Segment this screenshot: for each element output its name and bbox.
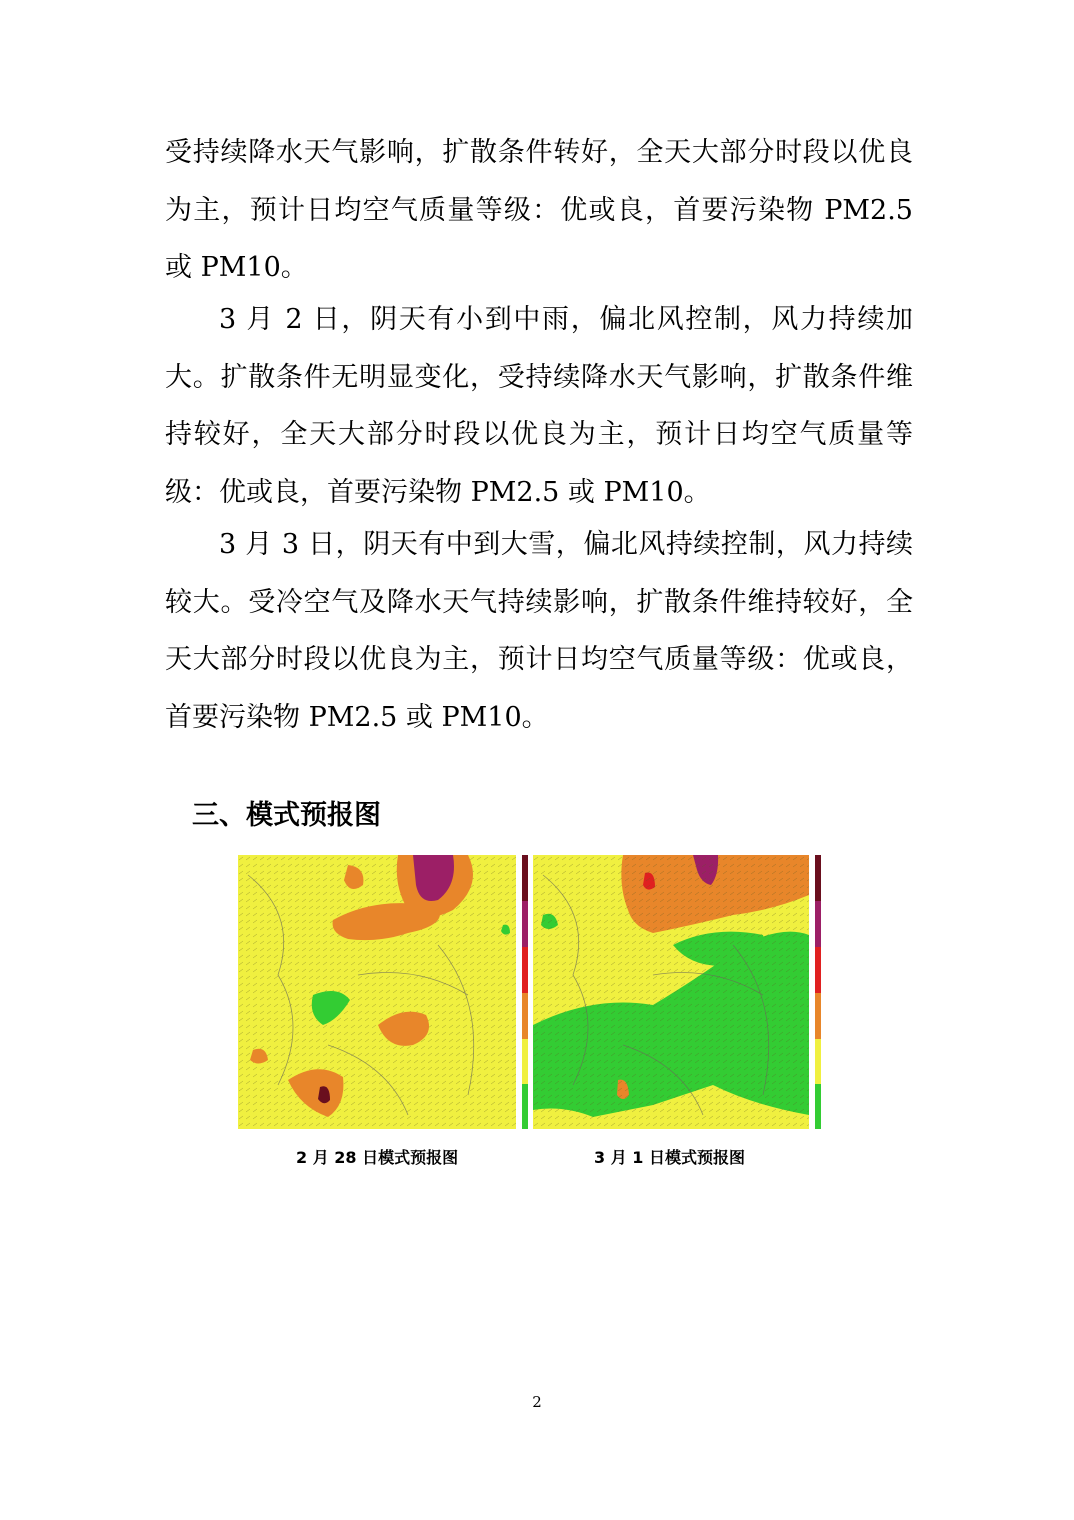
- colorbar-mar1: [815, 855, 821, 1129]
- figure-caption-mar1: 3 月 1 日模式预报图: [594, 1148, 745, 1167]
- paragraph-2: 3 月 2 日，阴天有小到中雨，偏北风控制，风力持续加大。扩散条件无明显变化，受持续降水天气影响，扩散条件维持较好，全天大部分时段以优良为主，预计日均空气质量等级：优或良，首要污染物 PM2.5 或 PM10。: [165, 304, 913, 508]
- section-heading: 三、模式预报图: [192, 800, 381, 831]
- forecast-map-mar1: [533, 855, 809, 1129]
- figure-caption-feb28: 2 月 28 日模式预报图: [296, 1148, 459, 1167]
- paragraph-3: 3 月 3 日，阴天有中到大雪，偏北风持续控制，风力持续较大。受冷空气及降水天气持续影响，扩散条件维持较好，全天大部分时段以优良为主，预计日均空气质量等级：优或良，首要污染物 PM2.5 或 PM10。: [165, 529, 913, 733]
- paragraph-1: 受持续降水天气影响，扩散条件转好，全天大部分时段以优良为主，预计日均空气质量等级：优或良，首要污染物 PM2.5 或 PM10。: [165, 137, 913, 283]
- forecast-map-feb28: [238, 855, 516, 1129]
- colorbar-feb28: [522, 855, 528, 1129]
- page-number: 2: [532, 1393, 542, 1411]
